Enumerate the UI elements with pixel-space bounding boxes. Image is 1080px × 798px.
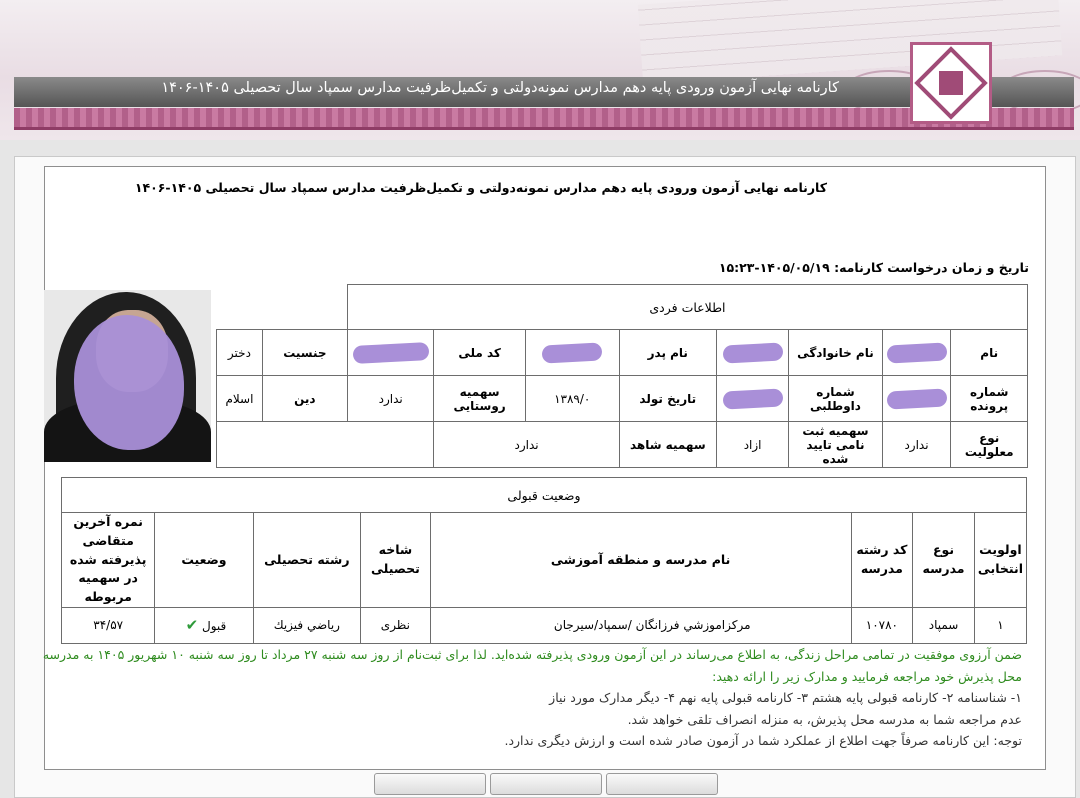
personal-info-table xyxy=(216,284,1028,468)
banner-title: کارنامه نهایی آزمون ورودی پایه دهم مدارس نمونه‌دولتی و تکمیل‌ظرفیت مدارس سمپاد سال تحصیلی ۱۴۰۵-۱۴۰۶ xyxy=(161,80,839,96)
empty-cell xyxy=(217,422,434,468)
col-status: وضعیت xyxy=(155,513,253,608)
father-label: نام پدر xyxy=(619,330,716,376)
col-branch: شاخه تحصیلی xyxy=(361,513,431,608)
cell-status xyxy=(155,607,253,643)
col-priority: اولویت انتخابی xyxy=(974,513,1026,608)
name-value xyxy=(882,330,951,376)
religion-label: دین xyxy=(262,376,347,422)
cell-priority: ۱ xyxy=(974,607,1026,643)
cell-code: ۱۰۷۸۰ xyxy=(851,607,913,643)
personal-info-header: اطلاعات فردی xyxy=(347,285,1027,330)
cell-school-type: سمپاد xyxy=(913,607,975,643)
disability-value: ندارد xyxy=(882,422,951,468)
cell-school: مرکزاموزشي فرزانگان /سمپاد/سیرجان xyxy=(430,607,851,643)
birth-label: تاریخ تولد xyxy=(619,376,716,422)
file-no-label: شماره پرونده xyxy=(951,376,1028,422)
student-photo xyxy=(44,290,211,462)
acceptance-table xyxy=(61,477,1027,644)
rural-quota-label: سهمیه روستایی xyxy=(434,376,525,422)
religion-value: اسلام xyxy=(217,376,263,422)
cell-last-score: ۳۴/۵۷ xyxy=(62,607,155,643)
table-row xyxy=(62,607,1027,643)
col-code: کد رشته مدرسه xyxy=(851,513,913,608)
redacted-mark xyxy=(542,342,603,363)
family-value xyxy=(716,330,788,376)
col-last-score: نمره آخرین متقاضی پذیرفته شده در سهمیه مربوطه xyxy=(62,513,155,608)
shahed-value: ندارد xyxy=(434,422,619,468)
name-label: نام xyxy=(951,330,1028,376)
col-field: رشته تحصیلی xyxy=(253,513,361,608)
gender-label: جنسیت xyxy=(262,330,347,376)
acceptance-header: وضعیت قبولی xyxy=(62,478,1027,513)
cell-branch: نظری xyxy=(361,607,431,643)
rural-quota-value: ندارد xyxy=(347,376,434,422)
message-line-4: توجه: این کارنامه صرفاً جهت اطلاع از عملکرد شما در آزمون صادر شده است و ارزش دیگری ندارد. xyxy=(504,733,1022,748)
redacted-mark xyxy=(886,342,947,363)
status-text: قبول xyxy=(202,619,227,634)
bottom-button-3[interactable] xyxy=(606,773,718,795)
col-school: نام مدرسه و منطقه آموزشی xyxy=(430,513,851,608)
national-code-label: کد ملی xyxy=(434,330,525,376)
reg-quota-label: سهمیه ثبت نامی تایید شده xyxy=(789,422,882,468)
redaction-blob xyxy=(74,315,184,450)
redacted-mark xyxy=(722,342,783,363)
candidate-no-label: شماره داوطلبی xyxy=(789,376,882,422)
father-value xyxy=(525,330,619,376)
national-code-value xyxy=(347,330,434,376)
redacted-mark xyxy=(352,342,429,364)
birth-value: ۱۳۸۹/۰ xyxy=(525,376,619,422)
col-school-type: نوع مدرسه xyxy=(913,513,975,608)
bottom-button-1[interactable] xyxy=(374,773,486,795)
family-label: نام خانوادگی xyxy=(789,330,882,376)
disability-label: نوع معلولیت xyxy=(951,422,1028,468)
bottom-button-2[interactable] xyxy=(490,773,602,795)
message-line-3: عدم مراجعه شما به مدرسه محل پذیرش، به منزله انصراف تلقی خواهد شد. xyxy=(627,711,1022,727)
candidate-no-value xyxy=(716,376,788,422)
banner-underline xyxy=(14,127,1074,130)
reg-quota-value: ازاد xyxy=(716,422,788,468)
header-banner xyxy=(0,0,1080,140)
datetime-label: تاریخ و زمان درخواست کارنامه: xyxy=(834,260,1029,275)
gender-value: دختر xyxy=(217,330,263,376)
datetime-value: ۱۴۰۵/۰۵/۱۹-۱۵:۲۳ xyxy=(718,260,830,275)
message-line-1: ضمن آرزوی موفقیت در تمامی مراحل زندگی، به اطلاع می‌رساند در این آزمون ورودی پذیرفته شده‌اید. لذا برای ثبت‌نام از روز سه شنبه ۲۷ مرداد تا روز سه شنبه ۱۰ شهریور ۱۴۰۵ به مدرسه محل پذیرش خود مراجعه فرمایید و مدارک زیر را ارائه دهید: xyxy=(42,647,1022,684)
message-line-2: ۱- شناسنامه ۲- کارنامه قبولی پایه هشتم ۳- کارنامه قبولی پایه نهم ۴- دیگر مدارک مورد نیاز xyxy=(549,690,1022,705)
request-datetime xyxy=(719,260,1029,275)
check-icon: ✔ xyxy=(185,616,199,635)
logo xyxy=(910,42,992,124)
shahed-label: سهمیه شاهد xyxy=(619,422,716,468)
file-no-value xyxy=(882,376,951,422)
acceptance-message xyxy=(42,644,1022,752)
cell-field: رياضي فيزيك xyxy=(253,607,361,643)
redacted-mark xyxy=(886,388,947,409)
banner-paper-decoration xyxy=(638,0,1063,85)
report-title: کارنامه نهایی آزمون ورودی پایه دهم مدارس نمونه‌دولتی و تکمیل‌ظرفیت مدارس سمپاد سال تحصیلی ۱۴۰۵-۱۴۰۶ xyxy=(134,180,827,195)
redacted-mark xyxy=(722,388,783,409)
